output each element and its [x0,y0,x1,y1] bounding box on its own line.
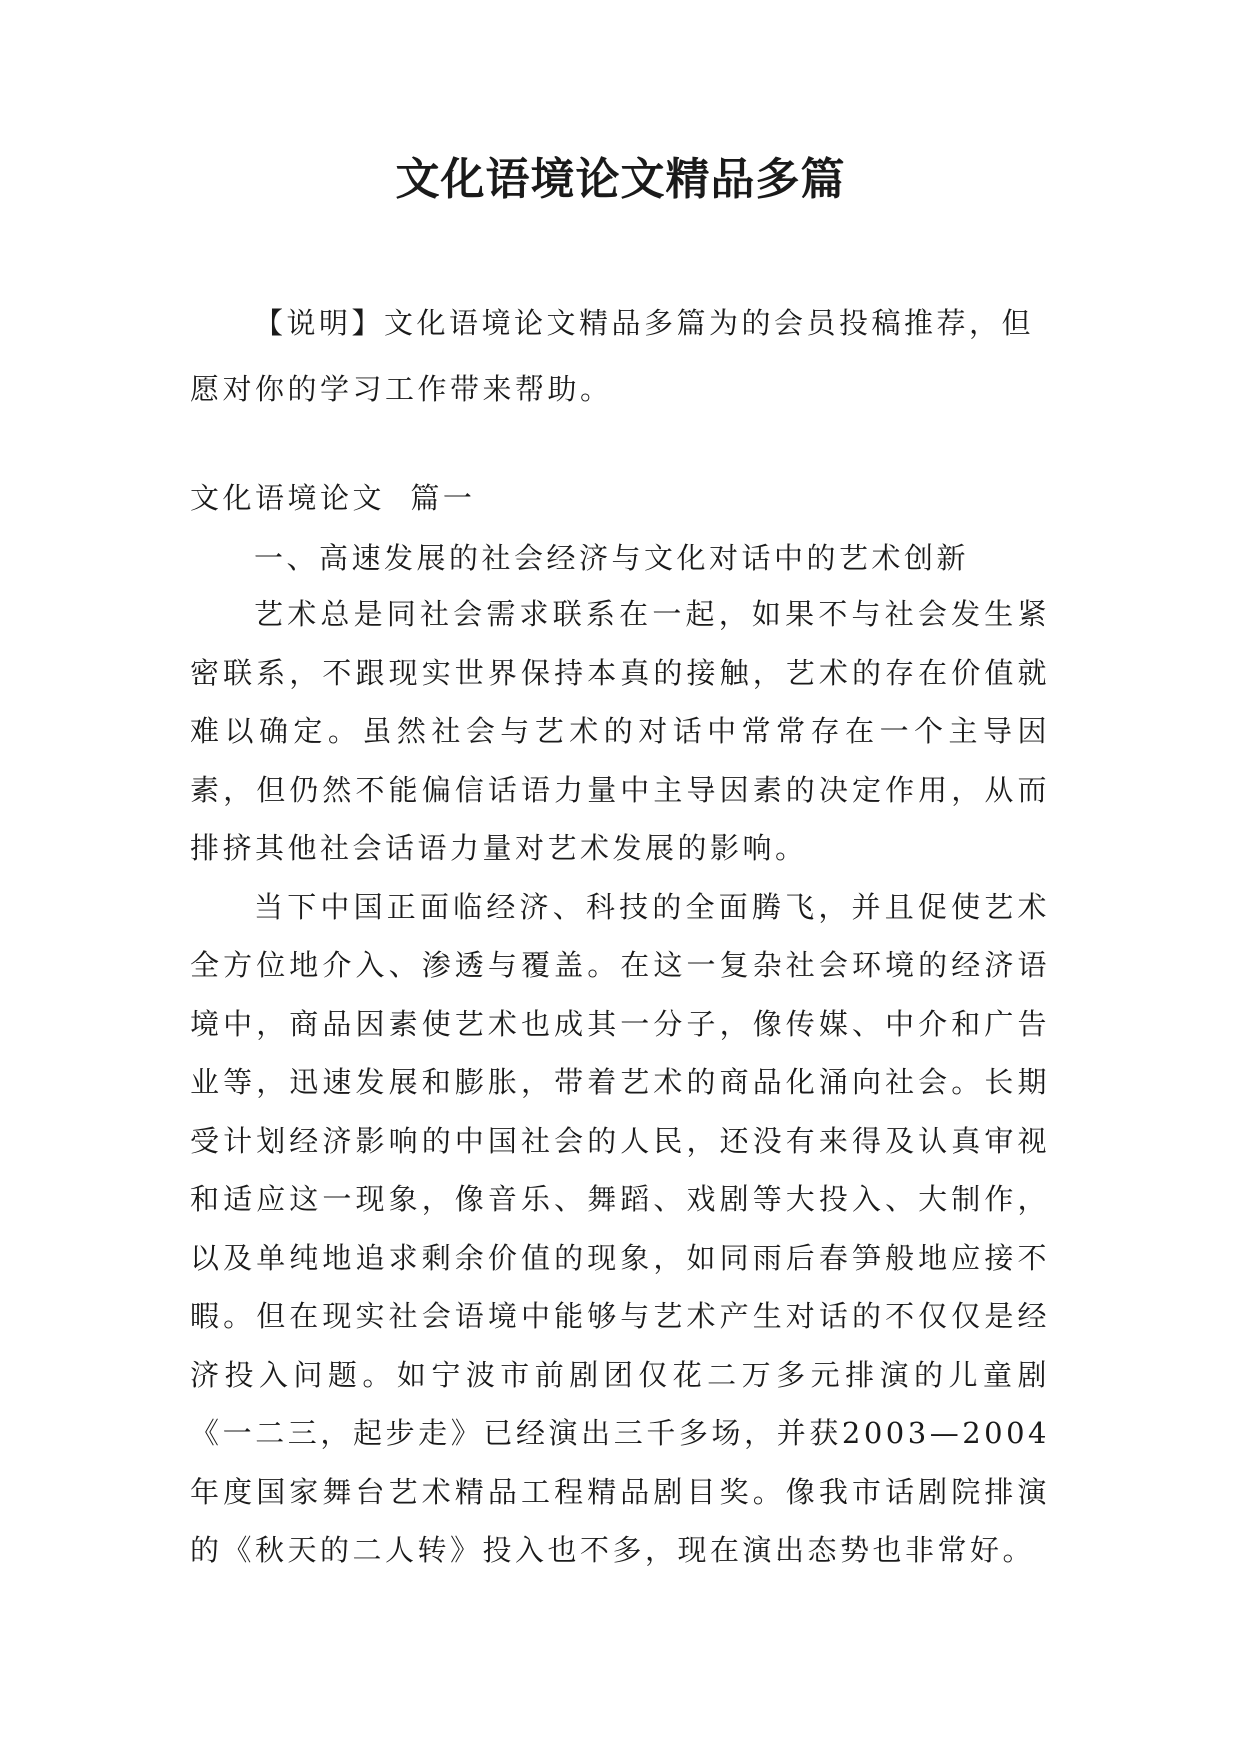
section-subheading: 一、高速发展的社会经济与文化对话中的艺术创新 [254,541,970,575]
document-note: 【说明】文化语境论文精品多篇为的会员投稿推荐，但愿对你的学习工作带来帮助。 [190,306,1035,406]
paragraph: 当下中国正面临经济、科技的全面腾飞，并且促使艺术全方位地介入、渗透与覆盖。在这一复杂社会环境的经济语境中，商品因素使艺术也成其一分子，像传媒、中介和广告业等，迅速发展和膨胀，带着艺术的商品化涌向社会。长期受计划经济影响的中国社会的人民，还没有来得及认真审视和适应这一现象，像音乐、舞蹈、戏剧等大投入、大制作，以及单纯地追求剩余价值的现象，如同雨后春笋般地应接不暇。但在现实社会语境中能够与艺术产生对话的不仅仅是经济投入问题。如宁波市前剧团仅花二万多元排演的儿童剧《一二三，起步走》已经演出三千多场，并获2003—2004年度国家舞台艺术精品工程精品剧目奖。像我市话剧院排演的《秋天的二人转》投入也不多，现在演出态势也非常好。 [190,889,1050,1567]
document-title: 文化语境论文精品多篇 [395,154,846,205]
paragraph: 艺术总是同社会需求联系在一起，如果不与社会发生紧密联系，不跟现实世界保持本真的接触，艺术的存在价值就难以确定。虽然社会与艺术的对话中常常存在一个主导因素，但仍然不能偏信话语力量中主导因素的决定作用，从而排挤其他社会话语力量对艺术发展的影响。 [190,597,1050,865]
article-body [190,585,1050,1580]
section-heading: 文化语境论文 篇一 [190,481,476,515]
